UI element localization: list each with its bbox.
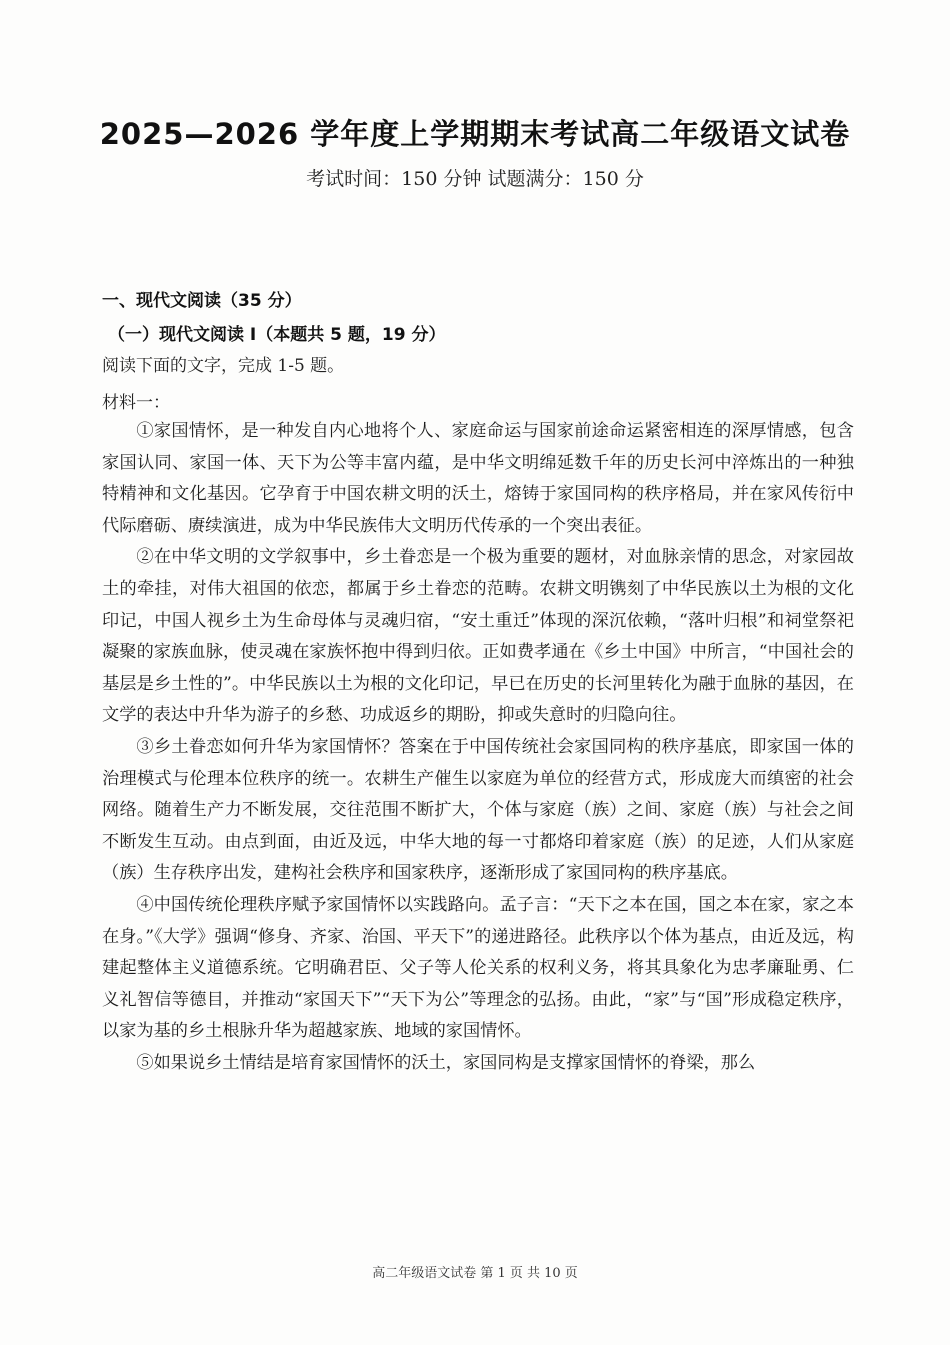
exam-title: 2025—2026 学年度上学期期末考试高二年级语文试卷 xyxy=(99,117,851,151)
sub-section-heading: （一）现代文阅读 I（本题共 5 题，19 分） xyxy=(108,325,446,345)
material-label: 材料一： xyxy=(102,393,170,413)
page-footer: 高二年级语文试卷 第 1 页 共 10 页 xyxy=(372,1266,578,1281)
paragraph-4: ④中国传统伦理秩序赋予家国情怀以实践路向。孟子言：“天下之本在国，国之本在家，家之本在身。”《大学》强调“修身、齐家、治国、平天下”的递进路径。此秩序以个体为基点，由近及远，构建起整体主义道德系统。它明确君臣、父子等人伦关系的权利义务，将其具象化为忠孝廉耻勇、仁义礼智信等德目，并推动“家国天下”“天下为公”等理念的弘扬。由此，“家”与“国”形成稳定秩序，以家为基的乡土根脉升华为超越家族、地域的家国情怀。 xyxy=(102,894,854,1042)
material-body xyxy=(102,416,854,1079)
paragraph-5: ⑤如果说乡土情结是培育家国情怀的沃土，家国同构是支撑家国情怀的脊梁，那么 xyxy=(136,1052,756,1073)
reading-instruction: 阅读下面的文字，完成 1-5 题。 xyxy=(102,356,345,376)
exam-subtitle: 考试时间：150 分钟 试题满分：150 分 xyxy=(306,168,644,190)
paragraph-2: ②在中华文明的文学叙事中，乡土眷恋是一个极为重要的题材，对血脉亲情的思念，对家园故土的牵挂，对伟大祖国的依恋，都属于乡土眷恋的范畴。农耕文明镌刻了中华民族以土为根的文化印记，中国人视乡土为生命母体与灵魂归宿，“安土重迁”体现的深沉依赖，“落叶归根”和祠堂祭祀凝聚的家族血脉，使灵魂在家族怀抱中得到归依。正如费孝通在《乡土中国》中所言，“中国社会的基层是乡土性的”。中华民族以土为根的文化印记，早已在历史的长河里转化为融于血脉的基因，在文学的表达中升华为游子的乡愁、功成返乡的期盼，抑或失意时的归隐向往。 xyxy=(102,547,854,726)
section-heading: 一、现代文阅读（35 分） xyxy=(102,291,302,311)
paragraph-1: ①家国情怀，是一种发自内心地将个人、家庭命运与国家前途命运紧密相连的深厚情感，包含家国认同、家国一体、天下为公等丰富内蕴，是中华文明绵延数千年的历史长河中淬炼出的一种独特精神和文化基因。它孕育于中国农耕文明的沃土，熔铸于家国同构的秩序格局，并在家风传衍中代际磨砺、赓续演进，成为中华民族伟大文明历代传承的一个突出表征。 xyxy=(102,421,854,536)
paragraph-3: ③乡土眷恋如何升华为家国情怀？答案在于中国传统社会家国同构的秩序基底，即家国一体的治理模式与伦理本位秩序的统一。农耕生产催生以家庭为单位的经营方式，形成庞大而缜密的社会网络。随着生产力不断发展，交往范围不断扩大，个体与家庭（族）之间、家庭（族）与社会之间不断发生互动。由点到面，由近及远，中华大地的每一寸都烙印着家庭（族）的足迹，人们从家庭（族）生存秩序出发，建构社会秩序和国家秩序，逐渐形成了家国同构的秩序基底。 xyxy=(102,736,854,884)
